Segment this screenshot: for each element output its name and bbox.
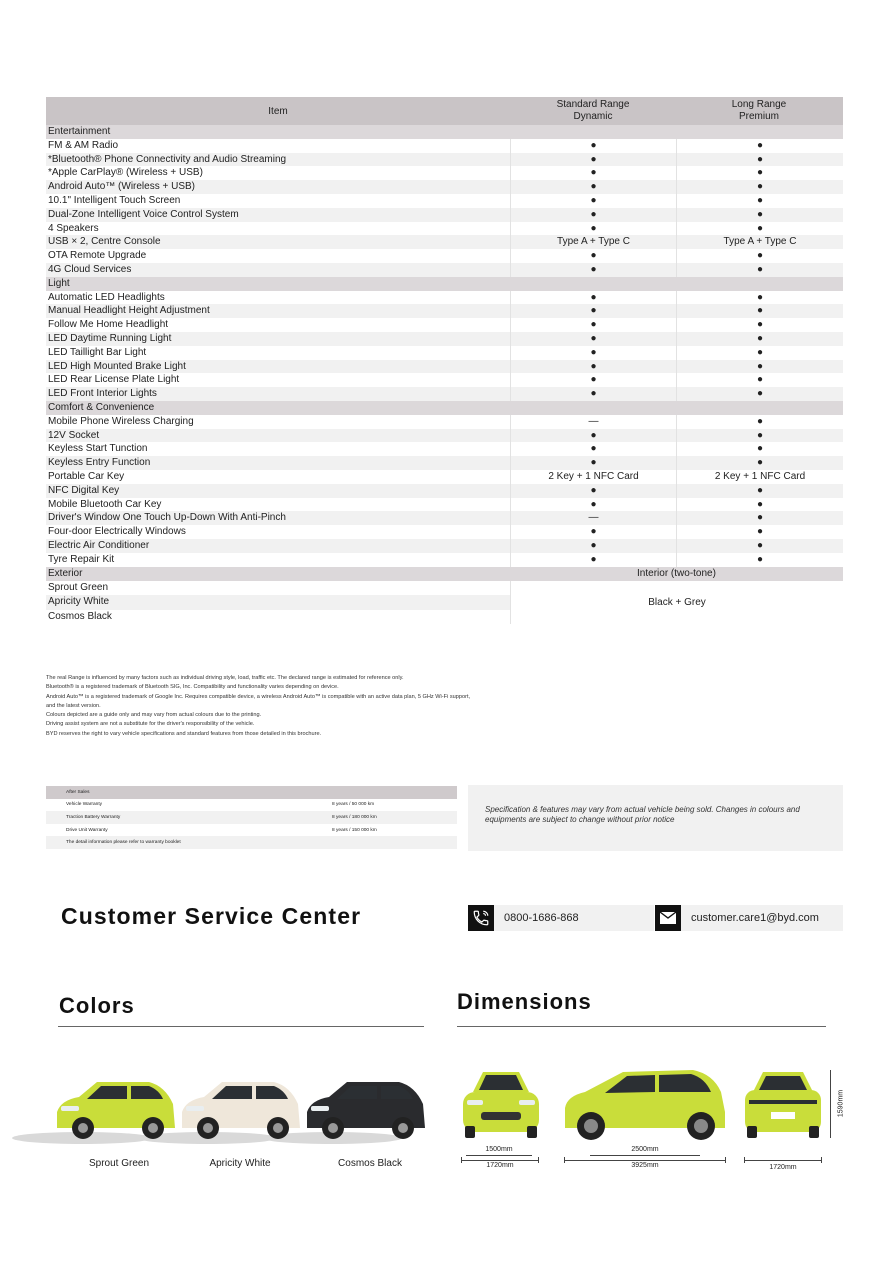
premium-value: ● <box>676 373 843 387</box>
note-line: Android Auto™ is a registered trademark of Google Inc. Requires compatible device, a wireless Android Auto™ is compatible with an active data plan, 5 GHz Wi-Fi support, <box>46 693 471 700</box>
spec-item: 12V Socket <box>48 429 100 441</box>
spec-row <box>46 304 843 318</box>
spec-row <box>46 470 843 484</box>
premium-value: ● <box>676 180 843 194</box>
warranty-label: Drive Unit Warranty <box>66 827 108 833</box>
spec-row <box>46 318 843 332</box>
width-line <box>461 1160 539 1161</box>
premium-value: ● <box>676 539 843 553</box>
spec-item: LED Daytime Running Light <box>48 332 172 344</box>
height-line <box>830 1070 831 1138</box>
exterior-category: Exterior <box>48 567 83 579</box>
standard-value: ● <box>510 263 676 277</box>
standard-value: ● <box>510 332 676 346</box>
premium-value: ● <box>676 415 843 429</box>
premium-value: ● <box>676 360 843 374</box>
footnotes <box>46 674 606 739</box>
spec-item: Electric Air Conditioner <box>48 539 150 551</box>
spec-row <box>46 291 843 305</box>
exterior-rows <box>46 581 843 625</box>
header-item: Item <box>268 105 288 117</box>
premium-value: ● <box>676 553 843 567</box>
standard-value: 2 Key + 1 NFC Card <box>510 470 676 484</box>
sprout-green-car <box>57 1082 175 1139</box>
interior-label: Interior (two-tone) <box>637 567 716 579</box>
dimensions-title: Dimensions <box>457 989 592 1014</box>
standard-value: ● <box>510 498 676 512</box>
cosmos-black-car <box>307 1082 425 1139</box>
color-label-green: Sprout Green <box>88 1158 150 1169</box>
spec-row <box>46 429 843 443</box>
category-label: Entertainment <box>48 126 111 137</box>
spec-item: Keyless Start Tunction <box>48 443 148 455</box>
premium-value: ● <box>676 511 843 525</box>
premium-value: ● <box>676 194 843 208</box>
standard-value: ● <box>510 318 676 332</box>
premium-value: ● <box>676 208 843 222</box>
rear-view-car <box>745 1072 821 1138</box>
front-track-line <box>466 1155 532 1156</box>
warranty-value: 8 years / 50 000 km <box>332 802 375 808</box>
standard-value: ● <box>510 139 676 153</box>
spec-row <box>46 360 843 374</box>
spec-row <box>46 511 843 525</box>
spec-item: NFC Digital Key <box>48 484 120 496</box>
spec-item: Android Auto™ (Wireless + USB) <box>48 181 195 193</box>
spec-row <box>46 346 843 360</box>
standard-value: — <box>510 415 676 429</box>
dimensions-divider <box>457 1026 826 1027</box>
spec-item: Mobile Phone Wireless Charging <box>48 415 194 427</box>
standard-value: ● <box>510 525 676 539</box>
mail-icon <box>655 905 681 931</box>
after-sales-table <box>46 786 457 849</box>
spec-item: Driver's Window One Touch Up-Down With Anti-Pinch <box>48 512 286 524</box>
warranty-footnote: The detail information please refer to warranty booklet <box>66 840 181 846</box>
spec-item: Keyless Entry Function <box>48 457 151 469</box>
exterior-category-row <box>46 567 843 581</box>
wheelbase-label: 2500mm <box>631 1146 659 1153</box>
after-sales-title: After Sales <box>66 789 90 795</box>
warranty-value: 8 years / 150 000 km <box>332 827 377 833</box>
spec-table-header <box>46 97 843 125</box>
standard-value: ● <box>510 180 676 194</box>
category-row <box>46 277 843 291</box>
customer-service-title: Customer Service Center <box>61 903 362 929</box>
front-width-label: 1720mm <box>486 1162 514 1169</box>
standard-value: ● <box>510 429 676 443</box>
spec-row <box>46 139 843 153</box>
spec-item: 4G Cloud Services <box>48 263 132 275</box>
spec-disclaimer: Specification & features may vary from actual vehicle being sold. Changes in colours and equipments are subject to change without prior notice <box>468 785 843 851</box>
standard-value: ● <box>510 442 676 456</box>
spec-item: FM & AM Radio <box>48 139 119 151</box>
spec-item: OTA Remote Upgrade <box>48 250 147 262</box>
note-line: Bluetooth® is a registered trademark of Bluetooth SIG, Inc. Compatibility and functionality varies depending on device. <box>46 684 339 691</box>
standard-value: ● <box>510 194 676 208</box>
category-label: Light <box>48 277 70 289</box>
spec-row <box>46 415 843 429</box>
spec-item: 4 Speakers <box>48 222 99 234</box>
standard-value: ● <box>510 360 676 374</box>
spec-row <box>46 387 843 401</box>
spec-item: Mobile Bluetooth Car Key <box>48 498 162 510</box>
interior-value: Black + Grey <box>510 581 843 625</box>
spec-row <box>46 235 843 249</box>
premium-value: ● <box>676 387 843 401</box>
standard-value: ● <box>510 222 676 236</box>
note-line: Colours depicted are a guide only and may vary from actual colours due to the printing. <box>46 712 262 719</box>
spec-row <box>46 442 843 456</box>
spec-item: LED Front Interior Lights <box>48 388 157 400</box>
colors-title: Colors <box>59 993 135 1018</box>
premium-value: ● <box>676 139 843 153</box>
spec-row <box>46 153 843 167</box>
premium-value: ● <box>676 525 843 539</box>
note-line: and the latest version. <box>46 702 101 709</box>
spec-item: *Apple CarPlay® (Wireless + USB) <box>48 167 203 179</box>
exterior-color-row: Sprout Green <box>48 581 109 593</box>
premium-value: ● <box>676 332 843 346</box>
header-standard-line1: Standard Range <box>556 99 630 110</box>
phone-icon <box>468 905 494 931</box>
note-line: The real Range is influenced by many factors such as individual driving style, load, traffic etc. The declared range is estimated for reference only. <box>46 675 404 681</box>
premium-value: ● <box>676 429 843 443</box>
category-row <box>46 401 843 415</box>
spec-row <box>46 456 843 470</box>
spec-item: LED Taillight Bar Light <box>48 346 147 358</box>
phone-number: 0800-1686-868 <box>504 912 579 924</box>
category-row <box>46 125 843 139</box>
dimension-views <box>455 1062 845 1146</box>
color-label-white: Apricity White <box>209 1158 271 1169</box>
rear-width-label: 1720mm <box>769 1164 797 1171</box>
phone-contact[interactable] <box>468 905 654 931</box>
standard-value: ● <box>510 153 676 167</box>
tick <box>744 1157 745 1163</box>
header-long-line1: Long Range <box>731 99 787 110</box>
premium-value: Type A + Type C <box>676 235 843 249</box>
spec-row <box>46 263 843 277</box>
apricity-white-car <box>182 1082 300 1139</box>
spec-item: 10.1" Intelligent Touch Screen <box>48 194 181 206</box>
length-line <box>564 1160 726 1161</box>
standard-value: ● <box>510 373 676 387</box>
premium-value: ● <box>676 153 843 167</box>
tick <box>821 1157 822 1163</box>
standard-value: ● <box>510 484 676 498</box>
length-label: 3925mm <box>631 1162 659 1169</box>
color-cars-image <box>12 1070 432 1150</box>
spec-row <box>46 373 843 387</box>
exterior-color-row: Cosmos Black <box>48 610 112 622</box>
premium-value: ● <box>676 304 843 318</box>
spec-item: LED High Mounted Brake Light <box>48 360 186 372</box>
standard-value: ● <box>510 387 676 401</box>
warranty-label: Vehicle Warranty <box>66 802 103 808</box>
premium-value: ● <box>676 346 843 360</box>
side-view-car <box>565 1070 725 1140</box>
spec-item: Dual-Zone Intelligent Voice Control System <box>48 208 239 220</box>
header-long-range <box>676 97 842 125</box>
spec-row <box>46 525 843 539</box>
spec-row <box>46 484 843 498</box>
spec-item: USB × 2, Centre Console <box>48 236 161 248</box>
note-line: BYD reserves the right to vary vehicle specifications and standard features from those detailed in this brochure. <box>46 730 322 737</box>
spec-item: *Bluetooth® Phone Connectivity and Audio Streaming <box>48 153 287 165</box>
spec-row <box>46 208 843 222</box>
spec-item: LED Rear License Plate Light <box>48 374 180 386</box>
spec-item: Four-door Electrically Windows <box>48 526 186 538</box>
spec-row <box>46 194 843 208</box>
spec-row <box>46 249 843 263</box>
warranty-value: 8 years / 180 000 km <box>332 814 377 820</box>
premium-value: ● <box>676 442 843 456</box>
standard-value: ● <box>510 553 676 567</box>
premium-value: ● <box>676 263 843 277</box>
front-track-label: 1500mm <box>485 1146 513 1153</box>
spec-table-body <box>46 125 843 567</box>
premium-value: ● <box>676 291 843 305</box>
spec-row <box>46 332 843 346</box>
spec-row <box>46 498 843 512</box>
premium-value: ● <box>676 249 843 263</box>
spec-item: Portable Car Key <box>48 470 125 482</box>
standard-value: ● <box>510 208 676 222</box>
premium-value: ● <box>676 222 843 236</box>
standard-value: ● <box>510 249 676 263</box>
premium-value: ● <box>676 484 843 498</box>
spec-row <box>46 553 843 567</box>
premium-value: 2 Key + 1 NFC Card <box>676 470 843 484</box>
category-label: Comfort & Convenience <box>48 401 155 413</box>
wheelbase-line <box>590 1155 700 1156</box>
standard-value: ● <box>510 346 676 360</box>
spec-row <box>46 539 843 553</box>
spec-item: Tyre Repair Kit <box>48 553 115 565</box>
color-label-black: Cosmos Black <box>338 1158 402 1169</box>
standard-value: — <box>510 511 676 525</box>
standard-value: ● <box>510 291 676 305</box>
front-view-car <box>463 1072 539 1138</box>
colors-divider <box>58 1026 424 1027</box>
exterior-color-row: Apricity White <box>46 595 510 610</box>
note-line: Driving assist system are not a substitute for the driver's responsibility of the vehicle. <box>46 721 255 728</box>
spec-row <box>46 180 843 194</box>
email-address: customer.care1@byd.com <box>691 912 819 924</box>
standard-value: Type A + Type C <box>510 235 676 249</box>
height-label: 1590mm <box>837 1089 845 1118</box>
spec-row <box>46 166 843 180</box>
header-standard-range <box>510 97 676 125</box>
spec-item: Manual Headlight Height Adjustment <box>48 305 210 317</box>
spec-item: Follow Me Home Headlight <box>48 319 169 331</box>
premium-value: ● <box>676 456 843 470</box>
warranty-label: Traction Battery Warranty <box>66 814 121 820</box>
premium-value: ● <box>676 318 843 332</box>
header-standard-line2: Dynamic <box>573 111 613 122</box>
email-contact[interactable] <box>655 905 843 931</box>
standard-value: ● <box>510 456 676 470</box>
standard-value: ● <box>510 166 676 180</box>
header-long-line2: Premium <box>738 111 779 122</box>
spec-row <box>46 222 843 236</box>
premium-value: ● <box>676 498 843 512</box>
spec-table <box>46 97 843 624</box>
standard-value: ● <box>510 304 676 318</box>
premium-value: ● <box>676 166 843 180</box>
spec-item: Automatic LED Headlights <box>48 291 165 303</box>
rear-width-line <box>744 1160 822 1161</box>
standard-value: ● <box>510 539 676 553</box>
